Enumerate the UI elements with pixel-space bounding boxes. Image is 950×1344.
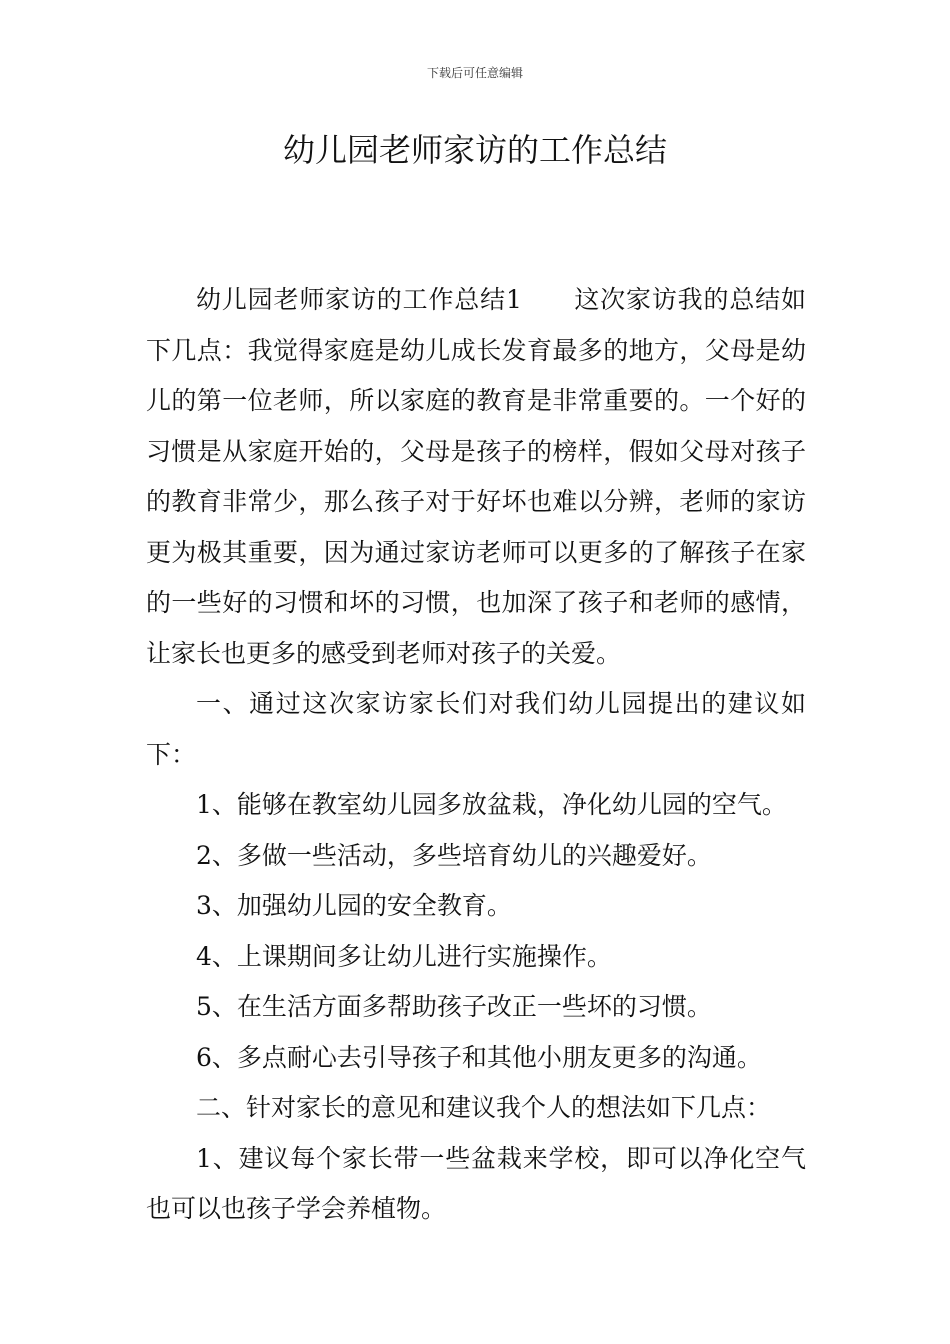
paragraph-suggestion-3: 3、加强幼儿园的安全教育。 (196, 891, 512, 920)
paragraph-idea-1: 1、建议每个家长带一些盆栽来学校，即可以净化空气也可以也孩子学会养植物。 (146, 1143, 806, 1223)
paragraph-suggestion-6: 6、多点耐心去引导孩子和其他小朋友更多的沟通。 (196, 1042, 762, 1072)
paragraph-suggestion-5: 5、在生活方面多帮助孩子改正一些坏的习惯。 (196, 992, 712, 1021)
document-title: 幼儿园老师家访的工作总结 (282, 131, 667, 169)
document-body (146, 275, 806, 1235)
paragraph-suggestion-1: 1、能够在教室幼儿园多放盆栽，净化幼儿园的空气。 (196, 790, 787, 819)
paragraph-section-one-heading: 一、通过这次家访家长们对我们幼儿园提出的建议如下： (146, 689, 806, 769)
paragraph-section-two-heading: 二、针对家长的意见和建议我个人的想法如下几点： (196, 1093, 772, 1122)
paragraph-suggestion-2: 2、多做一些活动，多些培育幼儿的兴趣爱好。 (196, 840, 712, 870)
paragraph-intro: 幼儿园老师家访的工作总结1 这次家访我的总结如下几点：我觉得家庭是幼儿成长发育最多的地方，父母是幼儿的第一位老师，所以家庭的教育是非常重要的。一个好的习惯是从家庭开始的，父母是孩子的榜样，假如父母对孩子的教育非常少，那么孩子对于好坏也难以分辨，老师的家访更为极其重要，因为通过家访老师可以更多的了解孩子在家的一些好的习惯和坏的习惯，也加深了孩子和老师的感情，让家长也更多的感受到老师对孩子的关爱。 (146, 285, 806, 668)
paragraph-suggestion-4: 4、上课期间多让幼儿进行实施操作。 (196, 941, 612, 971)
page-header-note: 下载后可任意编辑 (426, 66, 523, 80)
